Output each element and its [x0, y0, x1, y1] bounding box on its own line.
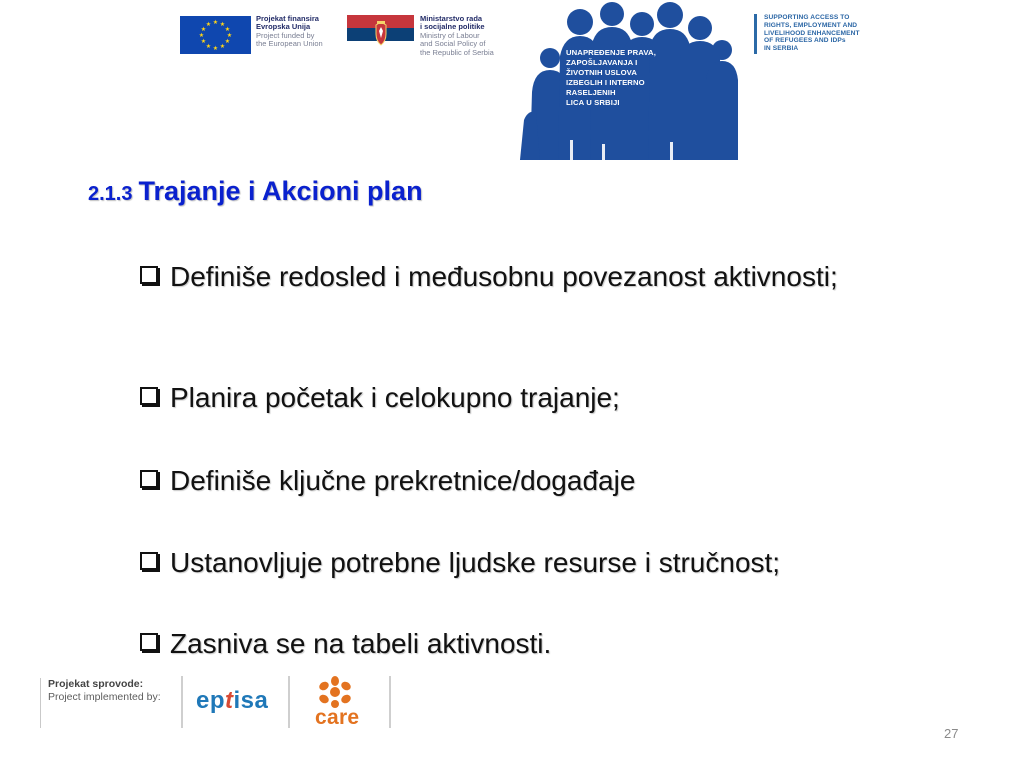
bullet-item: [140, 464, 960, 497]
care-hands-icon: [313, 676, 357, 708]
footer-divider: [181, 676, 183, 728]
ministry-label-line: Ministarstvo rada: [420, 14, 483, 23]
bullet-text: Zasniva se na tabeli aktivnosti.: [170, 628, 552, 659]
page-number: 27: [944, 726, 959, 741]
bullet-text: Planira početak i celokupno trajanje;: [170, 382, 620, 413]
bullet-text: Definiše ključne prekretnice/događaje: [170, 465, 636, 496]
svg-text:★: ★: [200, 38, 207, 45]
svg-text:★: ★: [212, 45, 219, 52]
serbia-flag-logo: [347, 15, 414, 54]
eu-label-line: Projekat finansira: [256, 14, 319, 23]
eu-label-line: the European Union: [256, 39, 323, 49]
project-title-line: RASELJENIH: [566, 88, 616, 97]
checkbox-bullet-icon: [140, 470, 158, 488]
eptisa-logo: [196, 687, 268, 715]
eu-flag-logo: [180, 16, 251, 54]
svg-text:★: ★: [212, 19, 219, 26]
svg-text:★: ★: [224, 38, 231, 45]
support-label-line: OF REFUGEES AND IDPs: [764, 37, 846, 45]
svg-text:★: ★: [198, 32, 205, 39]
project-title-overlay: [566, 48, 706, 108]
bullet-text: Ustanovljuje potrebne ljudske resurse i stručnost;: [170, 547, 781, 578]
eu-label-line: Project funded by: [256, 30, 315, 40]
svg-text:★: ★: [224, 26, 231, 33]
eptisa-logo-text: isa: [233, 687, 269, 714]
svg-text:★: ★: [205, 21, 212, 28]
implemented-by-label: [48, 678, 161, 704]
implemented-label-line: Projekat sprovode:: [48, 678, 144, 690]
footer-divider: [389, 676, 391, 728]
support-label-line: LIVELIHOOD ENHANCEMENT: [764, 29, 860, 37]
svg-text:★: ★: [219, 21, 226, 28]
support-label-line: RIGHTS, EMPLOYMENT AND: [764, 21, 858, 29]
slide-heading: [88, 176, 423, 207]
project-title-line: UNAPREĐENJE PRAVA,: [566, 48, 656, 57]
care-logo-text: care: [315, 706, 360, 729]
svg-text:★: ★: [219, 43, 226, 50]
svg-text:★: ★: [200, 26, 207, 33]
support-label-line: IN SERBIA: [764, 45, 799, 53]
support-label-line: SUPPORTING ACCESS TO: [764, 14, 850, 21]
header-divider: [754, 14, 757, 54]
checkbox-bullet-icon: [140, 266, 158, 284]
implemented-label-line: Project implemented by:: [48, 691, 161, 703]
checkbox-bullet-icon: [140, 387, 158, 405]
supporting-access-label: [764, 14, 899, 53]
ministry-label-line: i socijalne politike: [420, 22, 485, 32]
eu-label-line: Evropska Unija: [256, 22, 311, 32]
project-title-line: LICA U SRBIJI: [566, 98, 620, 107]
footer-divider: [288, 676, 290, 728]
project-title-line: ZAPOŠLJAVANJA I: [566, 58, 638, 67]
checkbox-bullet-icon: [140, 552, 158, 570]
svg-text:★: ★: [205, 43, 212, 50]
slide-title: Trajanje i Akcioni plan: [138, 176, 423, 206]
eu-stars-icon: [180, 16, 251, 54]
ministry-label-line: Ministry of Labour: [420, 30, 480, 40]
bullet-item: [140, 381, 960, 414]
ministry-label-line: and Social Policy of: [420, 39, 486, 49]
bullet-item: [140, 546, 960, 579]
eu-funding-label: [256, 15, 341, 49]
footer-rule: [40, 678, 41, 728]
section-number: 2.1.3: [88, 183, 133, 205]
serbia-coat-of-arms-icon: [371, 21, 391, 47]
eptisa-logo-text: ep: [196, 687, 226, 714]
svg-text:★: ★: [226, 32, 233, 39]
ministry-label: [420, 15, 510, 57]
checkbox-bullet-icon: [140, 633, 158, 651]
eptisa-logo-text: t: [225, 687, 234, 714]
bullet-item: [140, 260, 960, 293]
bullet-text: Definiše redosled i međusobnu povezanost aktivnosti;: [170, 261, 838, 292]
ministry-label-line: the Republic of Serbia: [420, 47, 494, 57]
project-title-line: IZBEGLIH I INTERNO: [566, 78, 645, 87]
bullet-item: [140, 627, 960, 660]
project-title-line: ŽIVOTNIH USLOVA: [566, 68, 637, 77]
